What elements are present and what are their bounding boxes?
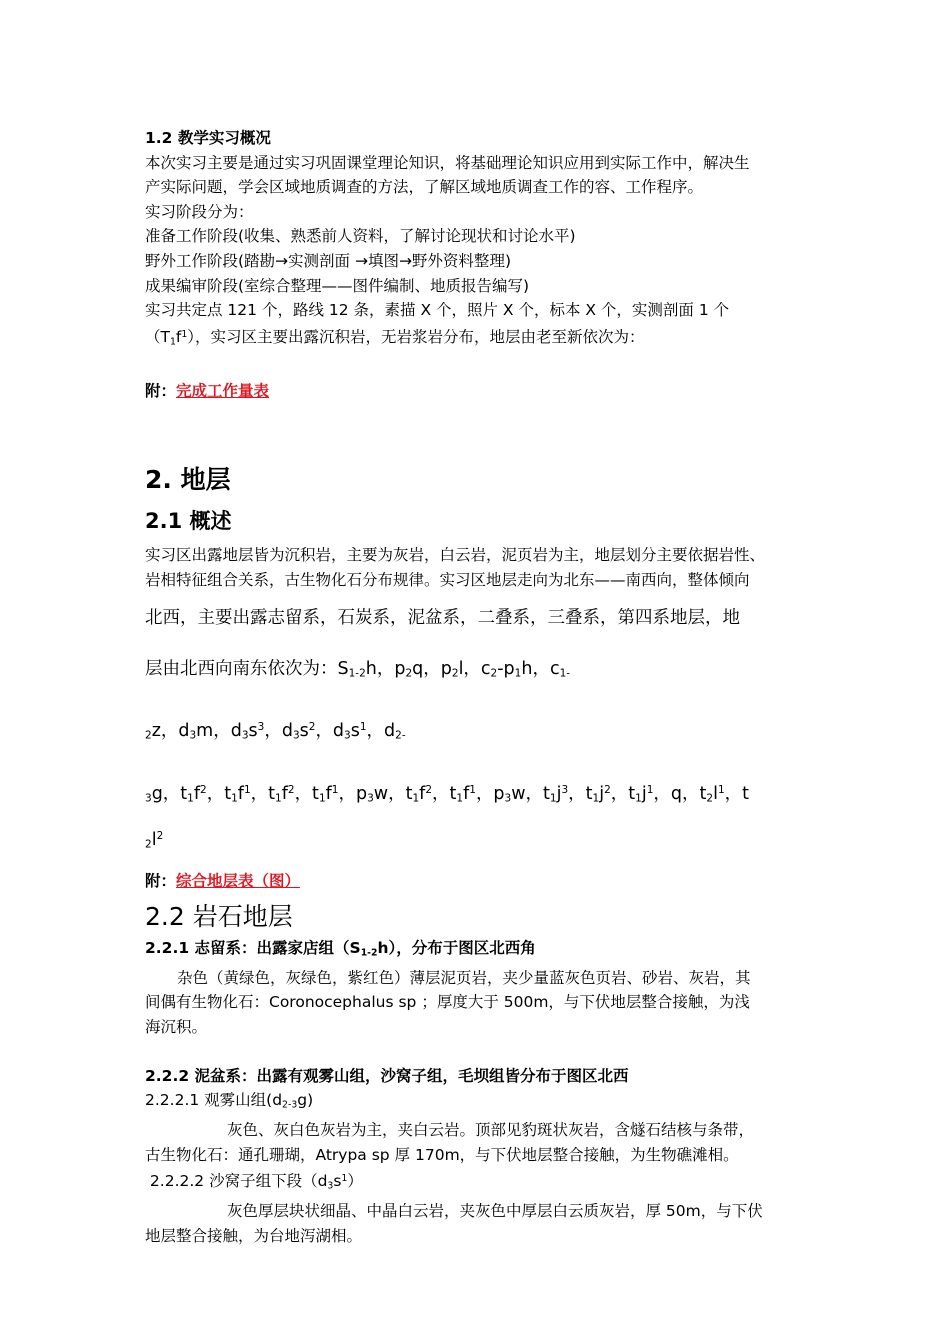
list-item: 准备工作阶段(收集、熟悉前人资料，了解讨论现状和讨论水平) xyxy=(145,227,576,246)
paragraph: 杂色（黄绿色，灰绿色，紫红色）薄层泥页岩，夹少量蓝灰色页岩、砂岩、灰岩，其 xyxy=(177,968,751,987)
paragraph: 间偶有生物化石：Coronocephalus sp ；厚度大于 500m，与下伏地层整合接触，为浅 xyxy=(145,993,750,1012)
paragraph: 地层整合接触，为台地泻湖相。 xyxy=(145,1226,363,1245)
attachment-link-workload[interactable]: 完成工作量表 xyxy=(176,381,270,400)
section-heading-2-2: 2.2 岩石地层 xyxy=(145,901,293,931)
section-heading-1-2: 1.2 教学实习概况 xyxy=(145,129,271,147)
paragraph: 本次实习主要是通过实习巩固课堂理论知识，将基础理论知识应用到实际工作中，解决生 xyxy=(145,153,750,172)
paragraph: 岩相特征组合关系，古生物化石分布规律。实习区地层走向为北东——南西向，整体倾向 xyxy=(145,570,750,589)
subsection-heading-2-2-1: 2.2.1 志留系：出露家店组$(S_{1-2}h)$，分布于图区北西角 xyxy=(145,938,536,959)
paragraph: 实习共定点 121 个，路线 12 条，素描 X 个，照片 X 个，标本 X 个，实测剖面 1 个 xyxy=(145,301,730,320)
list-item: 野外工作阶段(踏勘→实测剖面 →填图→野外资料整理) xyxy=(145,251,511,270)
paragraph: 古生物化石：通孔珊瑚，Atrypa sp 厚 170m，与下伏地层整合接触，为生物礁滩相。 xyxy=(145,1145,739,1164)
chapter-title: 2. 地层 xyxy=(145,465,231,495)
paragraph: 北西，主要出露志留系，石炭系，泥盆系，二叠系，三叠系，第四系地层，地 xyxy=(145,607,740,628)
subsection-heading-2-2-2-1: 2.2.2.1 观雾山组$(d_{2-3}g)$ xyxy=(145,1091,314,1111)
attachment-note: 附：完成工作量表 xyxy=(145,381,270,400)
paragraph: 灰色厚层块状细晶、中晶白云岩，夹灰色中厚层白云质灰岩，厚 50m，与下伏 xyxy=(227,1202,763,1221)
strata-sequence: $_2l^2$ xyxy=(145,829,164,851)
attachment-link-strata-table[interactable]: 综合地层表（图） xyxy=(176,872,301,891)
paragraph: 产实际问题，学会区域地质调查的方法，了解区域地质调查工作的容、工作程序。 xyxy=(145,178,704,197)
strata-sequence-intro: 层由北西向南东依次为：$S_{1-2}h$，$p_2q$，$p_2l$，$c_2-p_1h$，$c_{1-}$ xyxy=(145,658,571,680)
subsection-heading-2-2-2-2: 2.2.2.2 沙窝子组下段$(d_3s^1)$ xyxy=(145,1172,363,1192)
document-page xyxy=(145,126,810,1249)
paragraph: 海沉积。 xyxy=(145,1018,208,1037)
list-item: 成果编审阶段(室综合整理——图件编制、地质报告编写) xyxy=(145,276,530,295)
paragraph: 实习阶段分为： xyxy=(145,202,254,221)
attachment-note: 附：综合地层表（图） xyxy=(145,872,301,891)
strata-sequence: $_2$z，$d_3m$，$d_3s^3$，$d_3s^2$，$d_3s^1$，$d_{2-}$ xyxy=(145,720,406,742)
paragraph: 灰色、灰白色灰岩为主，夹白云岩。顶部见豹斑状灰岩，含燧石结核与条带， xyxy=(227,1121,755,1140)
section-heading-2-1: 2.1 概述 xyxy=(145,509,232,534)
paragraph: $(T_1f^1)$，实习区主要出露沉积岩，无岩浆岩分布，地层由老至新依次为： xyxy=(145,327,645,348)
subsection-heading-2-2-2: 2.2.2 泥盆系：出露有观雾山组，沙窝子组，毛坝组皆分布于图区北西 xyxy=(145,1066,629,1085)
paragraph: 实习区出露地层皆为沉积岩，主要为灰岩，白云岩，泥页岩为主，地层划分主要依据岩性、 xyxy=(145,546,766,565)
strata-sequence: $_3$g，$t_1f^2$，$t_1f^1$，$t_1f^2$，$t_1f^1$，$p_3w$，$t_1f^2$，$t_1f^1$，$p_3w$，$t_1j^3$，$t_1j^2$，$t_1j^1$，q，$t_2l^1$，t xyxy=(145,783,750,804)
